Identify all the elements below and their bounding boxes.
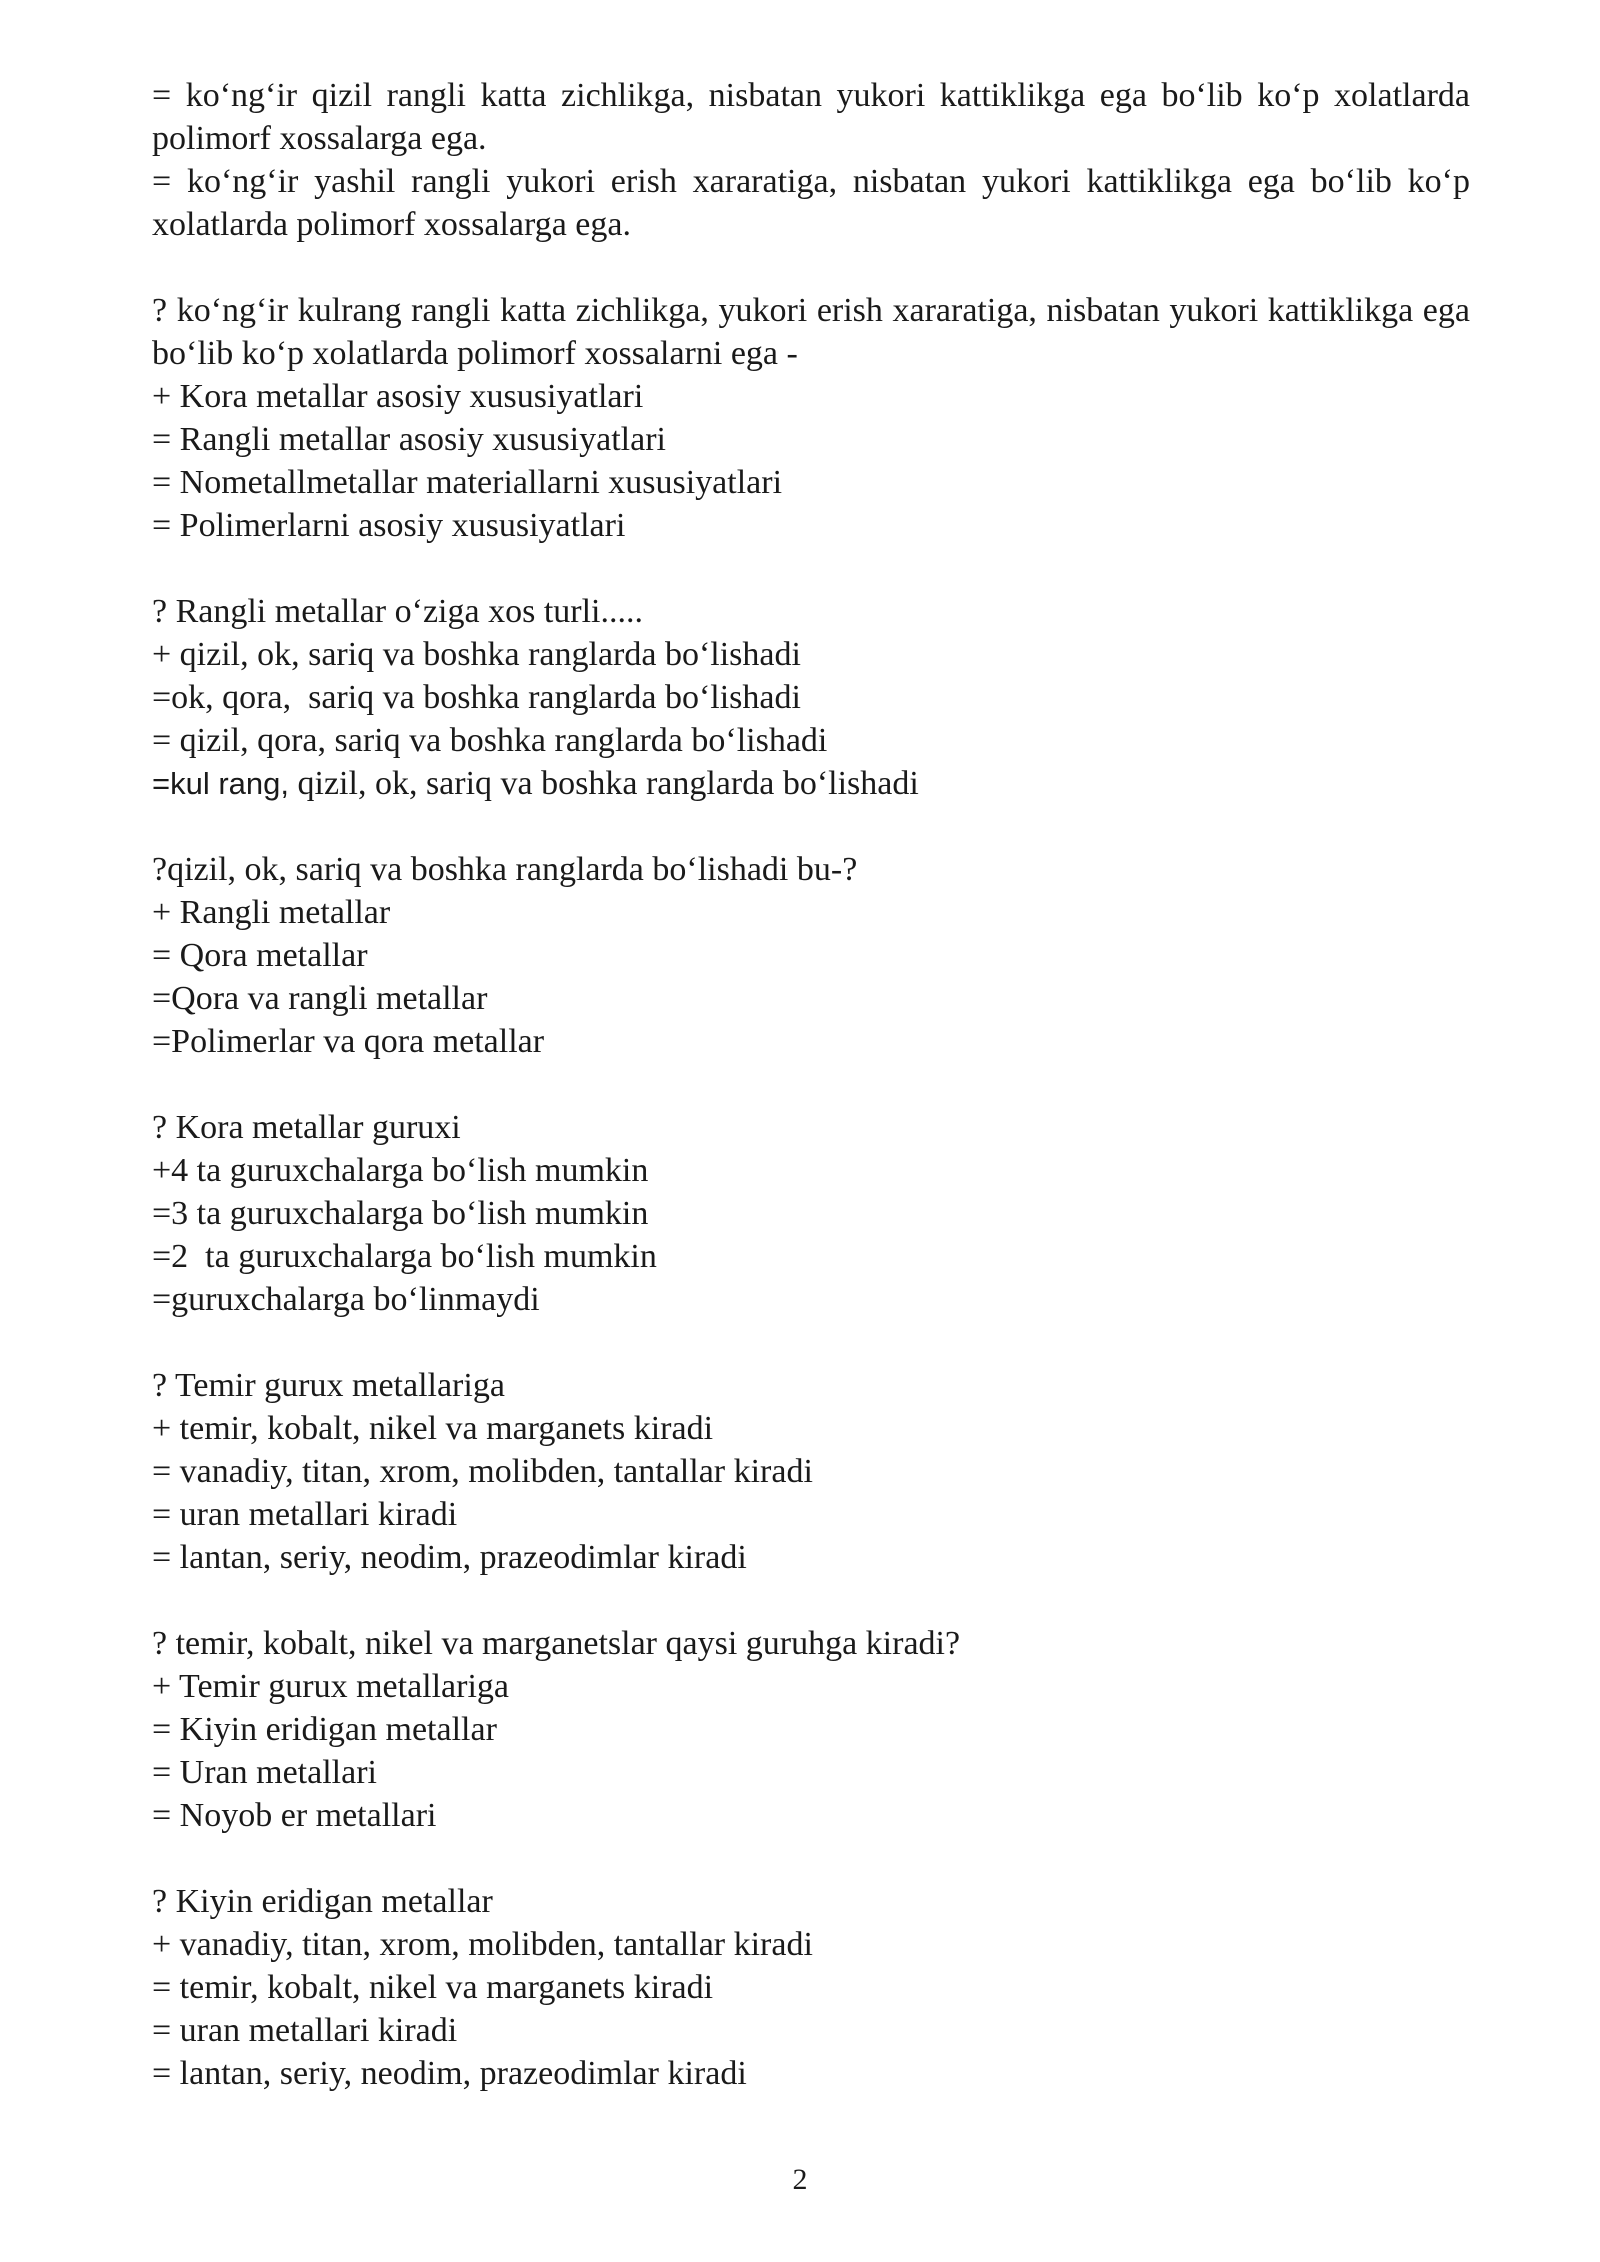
answer-option: =ok, qora, sariq va boshka ranglarda bo‘lishadi (152, 679, 801, 716)
answer-option: + qizil, ok, sariq va boshka ranglarda bo‘lishadi (152, 636, 801, 673)
intro-paragraph-2: = ko‘ng‘ir yashil rangli yukori erish xararatiga, nisbatan yukori kattiklikga ega bo‘lib ko‘p xolatlarda polimorf xossalarga ega. (152, 163, 1470, 243)
spacer (152, 805, 1470, 848)
question-text: ? temir, kobalt, nikel va marganetslar qaysi guruhga kiradi? (152, 1625, 961, 1662)
answer-option: =Polimerlar va qora metallar (152, 1023, 545, 1060)
answer-option: + Temir gurux metallariga (152, 1668, 509, 1705)
question-block (152, 289, 1470, 547)
answer-option: + vanadiy, titan, xrom, molibden, tantallar kiradi (152, 1926, 813, 1963)
answer-option: = lantan, seriy, neodim, prazeodimlar kiradi (152, 2055, 747, 2092)
question-text: ? Kora metallar guruxi (152, 1109, 461, 1146)
page-number: 2 (792, 2163, 808, 2196)
question-text: ? Kiyin eridigan metallar (152, 1883, 493, 1920)
answer-option (152, 762, 1470, 805)
question-text: ?qizil, ok, sariq va boshka ranglarda bo‘lishadi bu-? (152, 851, 858, 888)
answer-option: +4 ta guruxchalarga bo‘lish mumkin (152, 1152, 649, 1189)
question-text: ? Temir gurux metallariga (152, 1367, 505, 1404)
intro-paragraph-1: = ko‘ng‘ir qizil rangli katta zichlikga, nisbatan yukori kattiklikga ega bo‘lib ko‘p xolatlarda polimorf xossalarga ega. (152, 77, 1470, 157)
answer-option: = qizil, qora, sariq va boshka ranglarda bo‘lishadi (152, 722, 828, 759)
answer-option: =2 ta guruxchalarga bo‘lish mumkin (152, 1238, 657, 1275)
spacer (152, 1579, 1470, 1622)
spacer (152, 1063, 1470, 1106)
spacer (152, 1837, 1470, 1880)
answer-rest: qizil, ok, sariq va boshka ranglarda bo‘lishadi (289, 765, 919, 802)
question-block (152, 1364, 1470, 1579)
answer-option: = Qora metallar (152, 937, 368, 974)
question-text: ? ko‘ng‘ir kulrang rangli katta zichlikga, yukori erish xararatiga, nisbatan yukori kattiklikga ega bo‘lib ko‘p xolatlarda polimorf xossalarni ega - (152, 292, 1470, 372)
answer-option: = Nometallmetallar materiallarni xususiyatlari (152, 464, 783, 501)
question-text: ? Rangli metallar o‘ziga xos turli..... (152, 593, 643, 630)
answer-option: = Kiyin eridigan metallar (152, 1711, 497, 1748)
answer-option: = uran metallari kiradi (152, 1496, 458, 1533)
answer-option: =Qora va rangli metallar (152, 980, 488, 1017)
answer-prefix: =kul rang, (152, 766, 290, 801)
answer-option: = uran metallari kiradi (152, 2012, 458, 2049)
answer-option: + Rangli metallar (152, 894, 391, 931)
answer-option: = Uran metallari (152, 1754, 377, 1791)
answer-option: = Polimerlarni asosiy xususiyatlari (152, 507, 626, 544)
question-block (152, 1622, 1470, 1837)
question-block (152, 1880, 1470, 2095)
answer-option: = lantan, seriy, neodim, prazeodimlar kiradi (152, 1539, 747, 1576)
answer-option: = temir, kobalt, nikel va marganets kiradi (152, 1969, 714, 2006)
question-block (152, 1106, 1470, 1321)
question-block (152, 590, 1470, 805)
spacer (152, 1321, 1470, 1364)
spacer (152, 547, 1470, 590)
answer-option: = Noyob er metallari (152, 1797, 437, 1834)
answer-option: =guruxchalarga bo‘linmaydi (152, 1281, 540, 1318)
answer-option: = vanadiy, titan, xrom, molibden, tantallar kiradi (152, 1453, 813, 1490)
spacer (152, 246, 1470, 289)
answer-option: =3 ta guruxchalarga bo‘lish mumkin (152, 1195, 649, 1232)
answer-option: = Rangli metallar asosiy xususiyatlari (152, 421, 666, 458)
answer-option: + temir, kobalt, nikel va marganets kiradi (152, 1410, 714, 1447)
answer-option: + Kora metallar asosiy xususiyatlari (152, 378, 644, 415)
question-block (152, 848, 1470, 1063)
document-page (152, 74, 1470, 2095)
